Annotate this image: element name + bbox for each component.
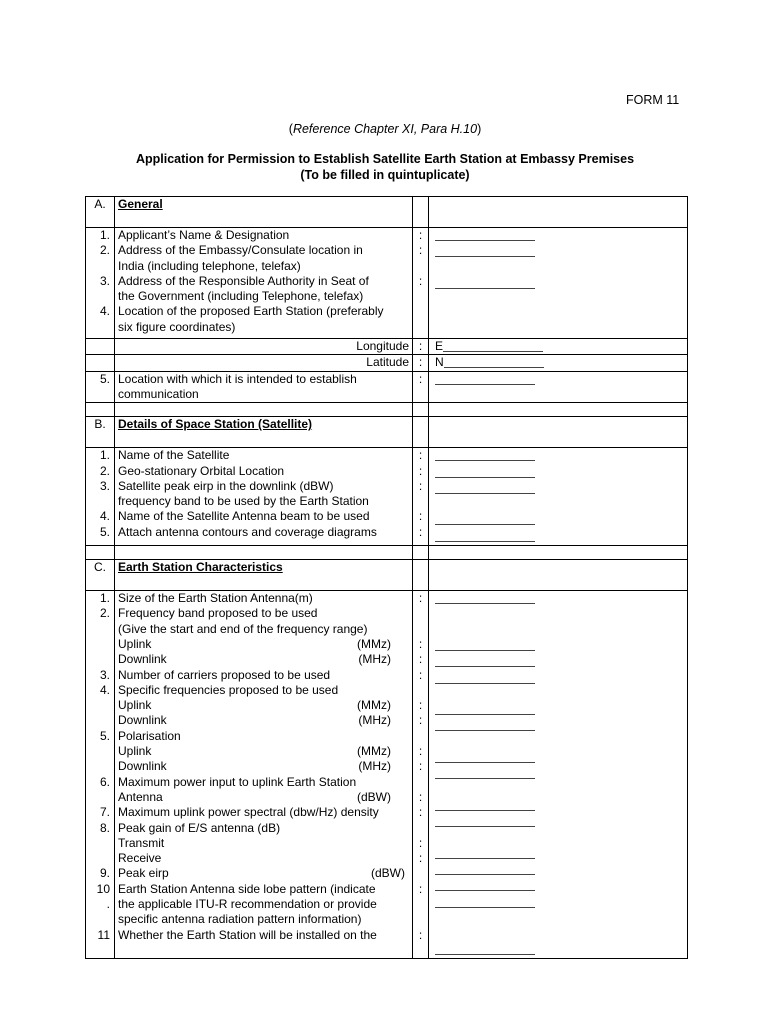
longitude-row: Longitude : E — [86, 339, 688, 355]
application-form-table — [85, 196, 688, 959]
section-title: Earth Station Characteristics — [118, 560, 283, 575]
section-a-header — [86, 197, 688, 228]
peak-eirp-field[interactable] — [435, 878, 535, 891]
embassy-address-field[interactable] — [435, 244, 535, 257]
satellite-eirp-field[interactable] — [435, 481, 535, 494]
polarisation-downlink-field[interactable] — [435, 766, 535, 779]
section-b-header: B. Details of Space Station (Satellite) — [86, 417, 688, 448]
section-c-header: C. Earth Station Characteristics — [86, 560, 688, 591]
applicant-name-field[interactable] — [435, 228, 535, 241]
section-b-items: 1. 2. 3. 4. 5. Name of the Satellite Geo-stationary Orbital Location Satellite peak eirp in the downlink (dBW) frequency band to be used by the Earth Station Name of the Satellite Antenna beam to be used Attach antenna contours and coverage diagrams : : : : : — [86, 448, 688, 546]
spectral-density-field[interactable] — [435, 814, 535, 827]
gain-receive-field[interactable] — [435, 862, 535, 875]
form-number: FORM 11 — [626, 93, 680, 107]
form-title: Application for Permission to Establish Satellite Earth Station at Embassy Premises (To be filled in quintuplicate) — [0, 151, 770, 183]
antenna-beam-field[interactable] — [435, 512, 535, 525]
side-lobe-field[interactable] — [435, 895, 535, 908]
section-c-items: 1. 2. 3. 4. 5. 6. 7. 8. 9. 10 . 11 Size of the Earth Station Antenna(m) Frequency band proposed to be used (Give the start and end of the frequency range) Uplink (MMz) Downlink (MHz) Number of carriers proposed to be used Specific frequencies proposed to be used Uplink (MMz) Downlink (MHz) Polarisation Uplink (MMz) Downlink (MHz) Maximum power input to uplink Earth Station Antenna (dBW) Maximum uplink power spectral (dbw/Hz) density Peak gain of E/S antenna (dB) Transmit Receive Peak eirp (dBW) Earth Station Antenna side lobe pattern (indicate the applicable ITU-R recommendation or provide specific antenna radiation pattern information) Whether the Earth Station will be installed on the : : : : : : : : : : : : : : — [86, 591, 688, 959]
polarisation-uplink-field[interactable] — [435, 750, 535, 763]
band-uplink-field[interactable] — [435, 638, 535, 651]
section-title: Details of Space Station (Satellite) — [118, 417, 313, 432]
carriers-field[interactable] — [435, 671, 535, 684]
antenna-contours-field[interactable] — [435, 529, 535, 542]
section-letter: A. — [86, 197, 115, 228]
section-a-items: 1. 2. 3. 4. Applicant’s Name & Designation Address of the Embassy/Consulate location in India (including telephone, telefax) Address of the Responsible Authority in Seat of the Government (including Telephone, telefax) Location of the proposed Earth Station (preferably six figure coordinates) : : : — [86, 228, 688, 339]
latitude-row: Latitude : N — [86, 355, 688, 371]
antenna-size-field[interactable] — [435, 591, 535, 604]
section-a-item5: 5. Location with which it is intended to establish communication : — [86, 371, 688, 403]
authority-address-field[interactable] — [435, 276, 535, 289]
freq-downlink-field[interactable] — [435, 718, 535, 731]
orbital-location-field[interactable] — [435, 465, 535, 478]
field-label-applicant: Applicant’s Name & Designation — [118, 228, 290, 242]
satellite-name-field[interactable] — [435, 448, 535, 461]
band-downlink-field[interactable] — [435, 654, 535, 667]
form-subtitle: (To be filled in quintuplicate) — [300, 168, 470, 182]
latitude-field[interactable] — [444, 355, 544, 368]
gain-transmit-field[interactable] — [435, 846, 535, 859]
longitude-field[interactable] — [443, 339, 543, 352]
freq-uplink-field[interactable] — [435, 702, 535, 715]
section-title: General — [115, 197, 413, 228]
communication-location-field[interactable] — [435, 372, 535, 385]
installation-field[interactable] — [435, 942, 535, 955]
max-power-field[interactable] — [435, 798, 535, 811]
reference-line: (Reference Chapter XI, Para H.10) — [288, 122, 482, 136]
